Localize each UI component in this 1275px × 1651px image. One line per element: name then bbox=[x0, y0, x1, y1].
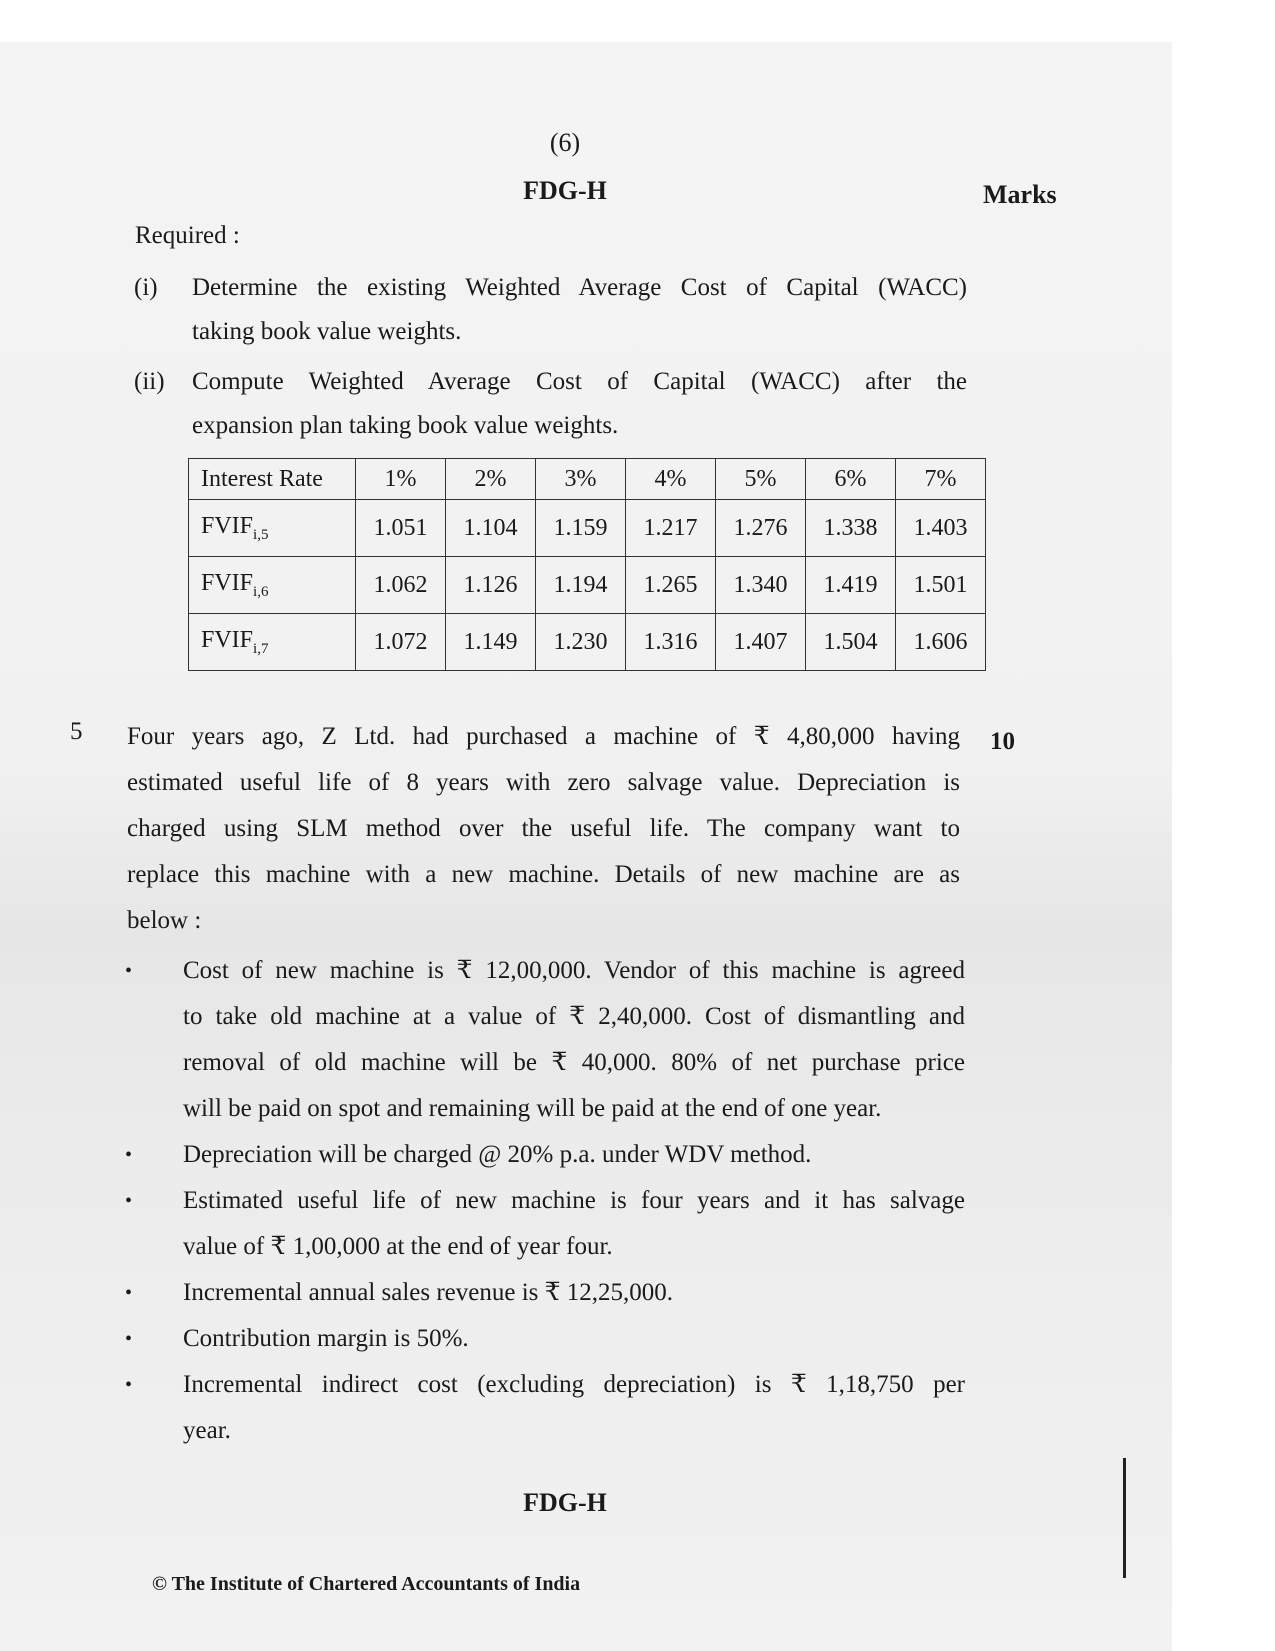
question-marks: 10 bbox=[990, 728, 1015, 755]
item-text-line-1: Determine the existing Weighted Average Cost of Capital (WACC) bbox=[192, 274, 967, 301]
table-cell: 1.340 bbox=[716, 557, 806, 614]
table-header-cell: Interest Rate bbox=[189, 459, 356, 500]
bullet-icon: • bbox=[125, 1190, 133, 1212]
bullet-line: to take old machine at a value of ₹ 2,40,000. Cost of dismantling and bbox=[183, 1003, 965, 1030]
row-label: $FVIF_{i,6}$ bbox=[189, 557, 356, 614]
required-item-2 bbox=[134, 360, 974, 450]
list-item bbox=[125, 948, 965, 1132]
bullet-icon: • bbox=[125, 960, 133, 982]
bullet-icon: • bbox=[125, 1328, 133, 1350]
table-header-cell: 5% bbox=[716, 459, 806, 500]
row-label: $FVIF_{i,7}$ bbox=[189, 614, 356, 671]
bullet-line: Incremental indirect cost (excluding depreciation) is ₹ 1,18,750 per bbox=[183, 1371, 965, 1398]
details-bullet-list bbox=[125, 948, 965, 1454]
row-label: $FVIF_{i,5}$ bbox=[189, 500, 356, 557]
table-cell: 1.606 bbox=[896, 614, 986, 671]
table-cell: 1.407 bbox=[716, 614, 806, 671]
table-header-cell: 1% bbox=[356, 459, 446, 500]
page-number: (6) bbox=[549, 128, 581, 157]
item-number: (ii) bbox=[134, 368, 165, 395]
paragraph-line: Four years ago, Z Ltd. had purchased a machine of ₹ 4,80,000 having bbox=[127, 723, 960, 750]
table-cell: 1.265 bbox=[626, 557, 716, 614]
paragraph-line: replace this machine with a new machine. Details of new machine are as bbox=[127, 861, 960, 888]
table-row bbox=[189, 614, 986, 671]
item-text-line-1: Compute Weighted Average Cost of Capital (WACC) after the bbox=[192, 368, 967, 395]
table-row bbox=[189, 500, 986, 557]
table-cell: 1.501 bbox=[896, 557, 986, 614]
paper-code-footer: FDG-H bbox=[523, 1488, 607, 1517]
table-cell: 1.276 bbox=[716, 500, 806, 557]
list-item bbox=[125, 1132, 965, 1178]
table-cell: 1.072 bbox=[356, 614, 446, 671]
table-row bbox=[189, 557, 986, 614]
table-header-row bbox=[189, 459, 986, 500]
table-cell: 1.217 bbox=[626, 500, 716, 557]
table-cell: 1.194 bbox=[536, 557, 626, 614]
list-item bbox=[125, 1316, 965, 1362]
bullet-line: Contribution margin is 50%. bbox=[183, 1325, 469, 1352]
bullet-line: Estimated useful life of new machine is four years and it has salvage bbox=[183, 1187, 965, 1214]
table-cell: 1.403 bbox=[896, 500, 986, 557]
bullet-line: year. bbox=[183, 1417, 231, 1444]
question-paragraph bbox=[127, 714, 960, 944]
table-cell: 1.062 bbox=[356, 557, 446, 614]
table-header-cell: 6% bbox=[806, 459, 896, 500]
table-header-cell: 3% bbox=[536, 459, 626, 500]
item-number: (i) bbox=[134, 274, 158, 301]
bullet-line: Incremental annual sales revenue is ₹ 12,25,000. bbox=[183, 1279, 674, 1306]
paragraph-line: charged using SLM method over the useful life. The company want to bbox=[127, 815, 960, 842]
bullet-line: Cost of new machine is ₹ 12,00,000. Vendor of this machine is agreed bbox=[183, 957, 965, 984]
table-cell: 1.149 bbox=[446, 614, 536, 671]
table-cell: 1.230 bbox=[536, 614, 626, 671]
table-cell: 1.051 bbox=[356, 500, 446, 557]
list-item bbox=[125, 1362, 965, 1454]
table-header-cell: 7% bbox=[896, 459, 986, 500]
item-text-line-2: taking book value weights. bbox=[192, 318, 462, 345]
table-cell: 1.338 bbox=[806, 500, 896, 557]
list-item bbox=[125, 1270, 965, 1316]
table-cell: 1.126 bbox=[446, 557, 536, 614]
bullet-icon: • bbox=[125, 1374, 133, 1396]
question-number: 5 bbox=[70, 718, 83, 745]
table-cell: 1.504 bbox=[806, 614, 896, 671]
table-header-cell: 2% bbox=[446, 459, 536, 500]
bullet-line: removal of old machine will be ₹ 40,000. 80% of net purchase price bbox=[183, 1049, 965, 1076]
table-header-cell: 4% bbox=[626, 459, 716, 500]
paper-code-header: FDG-H bbox=[523, 176, 607, 205]
table-cell: 1.316 bbox=[626, 614, 716, 671]
margin-rule bbox=[1123, 1458, 1126, 1578]
copyright-notice: © The Institute of Chartered Accountants of India bbox=[152, 1573, 581, 1595]
paragraph-line: estimated useful life of 8 years with zero salvage value. Depreciation is bbox=[127, 769, 960, 796]
bullet-line: Depreciation will be charged @ 20% p.a. under WDV method. bbox=[183, 1141, 812, 1168]
bullet-icon: • bbox=[125, 1282, 133, 1304]
required-item-1 bbox=[134, 266, 974, 356]
list-item bbox=[125, 1178, 965, 1270]
table-cell: 1.104 bbox=[446, 500, 536, 557]
fvif-table bbox=[188, 458, 986, 671]
item-text-line-2: expansion plan taking book value weights. bbox=[192, 412, 619, 439]
bullet-line: value of ₹ 1,00,000 at the end of year four. bbox=[183, 1233, 613, 1260]
paragraph-line: below : bbox=[127, 907, 202, 934]
page-margin bbox=[1172, 42, 1275, 1651]
bullet-icon: • bbox=[125, 1144, 133, 1166]
marks-column-heading: Marks bbox=[983, 180, 1057, 209]
table-cell: 1.419 bbox=[806, 557, 896, 614]
bullet-line: will be paid on spot and remaining will be paid at the end of one year. bbox=[183, 1095, 882, 1122]
required-label: Required : bbox=[135, 222, 240, 249]
table-cell: 1.159 bbox=[536, 500, 626, 557]
